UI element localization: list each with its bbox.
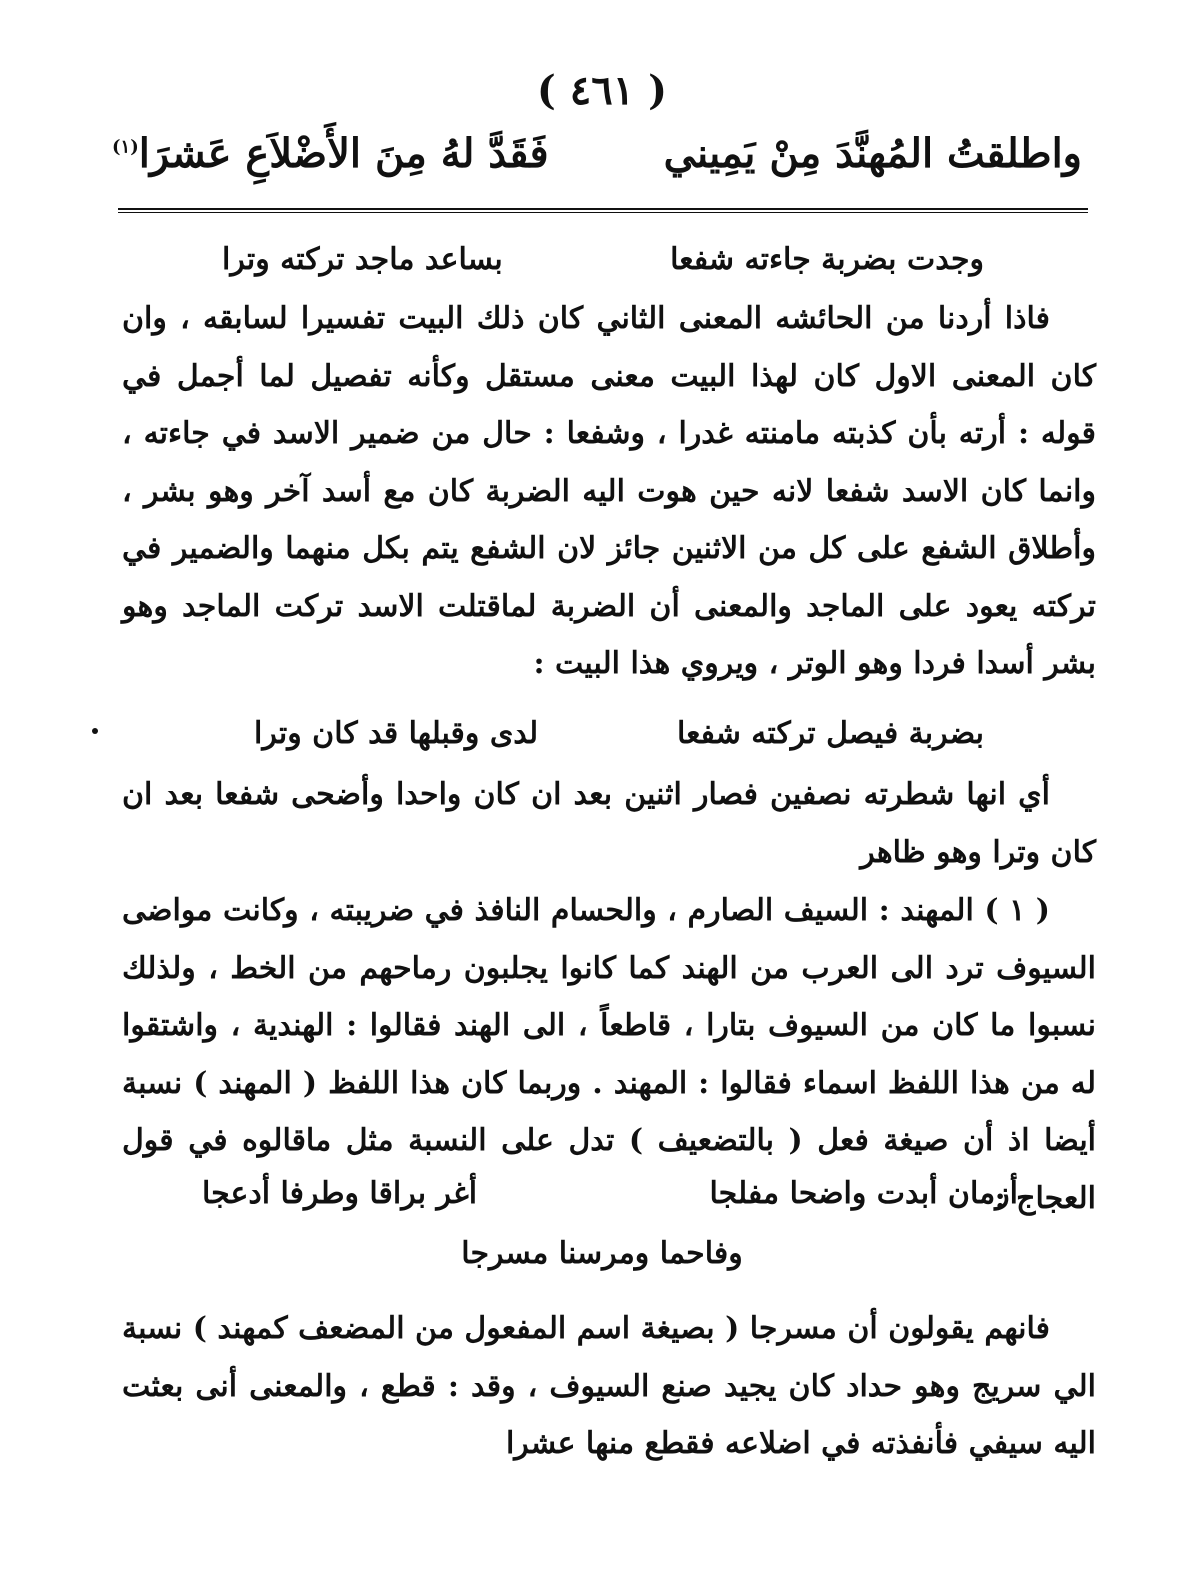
paragraph-2-text: أي انها شطرته نصفين فصار اثنين بعد ان كان واحدا وأضحى شفعا بعد ان كان وترا وهو ظاهر: [122, 777, 1096, 870]
footnote-marker: (١): [112, 136, 139, 158]
header-verse-hemistich-2-wrap: [112, 122, 549, 186]
footnote-text: ( ١ ) المهند : السيف الصارم ، والحسام النافذ في ضريبته ، وكانت مواضى السيوف ترد الى العرب من الهند كما كانوا يجلبون رماحهم من الخط ، ولذلك نسبوا ما كان من السيوف بتارا ، قاطعاً ، الى الهند فقالوا : الهندية ، واشتقوا له من هذا اللفظ اسماء فقالوا : المهند . وربما كان هذا اللفظ ( المهند ) نسبة أيضا اذ أن صيغة فعل ( بالتضعيف ) تدل على النسبة مثل ماقالوه في قول العجاج :: [122, 893, 1096, 1216]
header-verse: [112, 122, 1092, 186]
paragraph-1-text: فاذا أردنا من الحائشه المعنى الثاني كان ذلك البيت تفسيرا لسابقه ، وان كان المعنى الاول كان لهذا البيت معنى مستقل وكأنه تفصيل لما أجمل في قوله : أرته بأن كذبته مامنته غدرا ، وشفعا : حال من ضمير الاسد في جاءته ، وانما كان الاسد شفعا لانه حين هوت اليه الضربة كان مع أسد آخر وهو بشر ، وأطلاق الشفع على كل من الاثنين جائز لان الشفع يتم بكل منهما والضمير في تركته يعود على الماجد والمعنى أن الضربة لماقتلت الاسد تركت الماجد وهو بشر أسدا فردا وهو الوتر ، ويروي هذا البيت :: [122, 301, 1096, 681]
verse-3-line-2: وفاحما ومرسنا مسرجا: [461, 1236, 743, 1271]
verse-1-hemistich-2: بساعد ماجد تركته وترا: [222, 242, 503, 277]
verse-1: [222, 232, 984, 288]
header-verse-hemistich-2: فَقَدَّ لهُ مِنَ الأَضْلاَعِ عَشرَا: [138, 130, 549, 177]
header-verse-hemistich-1: واطلقتُ المُهنَّدَ مِنْ يَمِيني: [663, 130, 1082, 177]
page-number: ( ٤٦١ ): [536, 67, 668, 114]
stray-mark: [92, 728, 98, 734]
verse-3: [202, 1166, 1018, 1222]
verse-2: [254, 706, 984, 762]
verse-2-hemistich-1: بضربة فيصل تركته شفعا: [676, 716, 984, 751]
verse-1-hemistich-1: وجدت بضربة جاءته شفعا: [670, 242, 984, 277]
paragraph-1: [122, 290, 1096, 693]
verse-2-hemistich-2: لدى وقبلها قد كان وترا: [254, 716, 539, 751]
verse-3-hemistich-2: أغر براقا وطرفا أدعجا: [202, 1176, 478, 1211]
header-divider: [118, 208, 1088, 213]
verse-3-hemistich-1: أزمان أبدت واضحا مفلجا: [709, 1176, 1018, 1211]
paragraph-2: [122, 766, 1096, 881]
paragraph-3: [122, 1300, 1096, 1473]
paragraph-3-text: فانهم يقولون أن مسرجا ( بصيغة اسم المفعول من المضعف كمهند ) نسبة الي سريج وهو حداد كان يجيد صنع السيوف ، وقد : قطع ، والمعنى أنى بعثت اليه سيفي فأنفذته في اضلاعه فقطع منها عشرا: [122, 1311, 1096, 1461]
